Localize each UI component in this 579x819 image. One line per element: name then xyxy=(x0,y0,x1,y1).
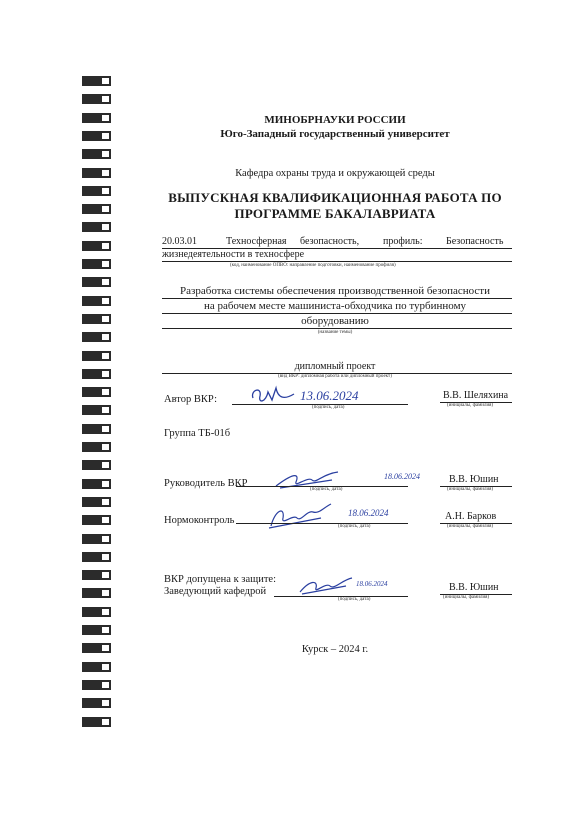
ministry: МИНОБРНАУКИ РОССИИ xyxy=(264,114,406,126)
binding-ring xyxy=(82,588,116,598)
binding-ring xyxy=(82,296,116,306)
binding-ring xyxy=(82,76,116,86)
admission-date-caption: (подпись, дата) xyxy=(338,597,371,602)
binding-ring xyxy=(82,680,116,690)
supervisor-label: Руководитель ВКР xyxy=(164,478,248,489)
binding-ring xyxy=(82,442,116,452)
binding-ring xyxy=(82,259,116,269)
binding-ring xyxy=(82,277,116,287)
supervisor-date-caption: (подпись, дата) xyxy=(310,487,343,492)
binding-ring xyxy=(82,387,116,397)
program-word2: безопасность, xyxy=(300,236,360,247)
binding-ring xyxy=(82,534,116,544)
normcontrol-date-caption: (подпись, дата) xyxy=(338,524,371,529)
supervisor-name-caption: (инициалы, фамилия) xyxy=(447,487,494,492)
program-word4: Безопасность xyxy=(446,236,504,247)
binding-ring xyxy=(82,424,116,434)
binding-ring xyxy=(82,460,116,470)
admission-name-caption: (инициалы, фамилия) xyxy=(443,595,490,600)
author-signature xyxy=(248,380,298,410)
doc-title-line2: ПРОГРАММЕ БАКАЛАВРИАТА xyxy=(234,206,436,221)
binding-ring xyxy=(82,515,116,525)
topic-underline-3 xyxy=(162,328,512,329)
author-name-caption: (инициалы, фамилия) xyxy=(447,403,494,408)
topic-line2: на рабочем месте машиниста-обходчика по турбинному xyxy=(203,300,467,312)
topic-underline-1 xyxy=(162,298,512,299)
binding-ring xyxy=(82,94,116,104)
binding-ring xyxy=(82,717,116,727)
normcontrol-sign-line xyxy=(236,523,408,524)
binding-ring xyxy=(82,497,116,507)
binding-ring xyxy=(82,552,116,562)
work-type: дипломный проект xyxy=(294,361,376,372)
group: Группа ТБ-01б xyxy=(164,428,231,439)
author-date: 13.06.2024 xyxy=(300,388,359,403)
program-caption: (код, наименование ОПВО: направление подготовки, наименование профиля) xyxy=(230,263,396,268)
normcontrol-signature xyxy=(265,500,335,532)
head-signature xyxy=(296,572,356,598)
binding-ring xyxy=(82,113,116,123)
binding-ring xyxy=(82,168,116,178)
normcontrol-name-caption: (инициалы, фамилия) xyxy=(447,524,494,529)
author-date-caption: (подпись, дата) xyxy=(312,405,345,410)
binding-ring xyxy=(82,186,116,196)
binding-ring xyxy=(82,625,116,635)
binding-ring xyxy=(82,570,116,580)
binding-ring xyxy=(82,222,116,232)
supervisor-name: В.В. Юшин xyxy=(449,474,499,485)
binding-ring xyxy=(82,332,116,342)
binding-ring xyxy=(82,607,116,617)
doc-title-line1: ВЫПУСКНАЯ КВАЛИФИКАЦИОННАЯ РАБОТА ПО xyxy=(168,190,502,205)
work-type-caption: (вид ВКР: дипломная работа или дипломный проект) xyxy=(278,374,392,379)
program-name: Техносферная xyxy=(226,236,287,247)
program-underline-2 xyxy=(162,261,512,262)
binding-ring xyxy=(82,204,116,214)
author-label: Автор ВКР: xyxy=(164,394,218,405)
binding-ring xyxy=(82,479,116,489)
binding-ring xyxy=(82,662,116,672)
binding-ring xyxy=(82,643,116,653)
binding-ring xyxy=(82,351,116,361)
spiral-binding xyxy=(82,76,122,736)
normcontrol-label: Нормоконтроль xyxy=(164,515,235,526)
topic-line3: оборудованию xyxy=(301,315,369,327)
city-year: Курск – 2024 г. xyxy=(301,644,369,655)
binding-ring xyxy=(82,149,116,159)
topic-line1: Разработка системы обеспечения производственной безопасности xyxy=(180,285,490,297)
admission-label2: Заведующий кафедрой xyxy=(164,586,267,597)
university: Юго-Западный государственный университет xyxy=(220,128,450,140)
admission-name: В.В. Юшин xyxy=(449,582,499,593)
binding-ring xyxy=(82,369,116,379)
normcontrol-date: 18.06.2024 xyxy=(348,508,389,518)
topic-underline-2 xyxy=(162,313,512,314)
binding-ring xyxy=(82,131,116,141)
binding-ring xyxy=(82,314,116,324)
binding-ring xyxy=(82,698,116,708)
department: Кафедра охраны труда и окружающей среды xyxy=(235,168,435,179)
binding-ring xyxy=(82,241,116,251)
supervisor-date: 18.06.2024 xyxy=(384,472,420,481)
author-name: В.В. Шеляхина xyxy=(443,390,509,401)
program-code: 20.03.01 xyxy=(162,236,197,247)
binding-ring xyxy=(82,405,116,415)
admission-date: 18.06.2024 xyxy=(356,580,388,588)
program-line2: жизнедеятельности в техносфере xyxy=(162,249,305,260)
normcontrol-name: А.Н. Барков xyxy=(445,511,497,522)
topic-caption: (название темы) xyxy=(317,330,353,335)
admission-label1: ВКР допущена к защите: xyxy=(164,574,276,585)
program-word3: профиль: xyxy=(383,236,423,247)
